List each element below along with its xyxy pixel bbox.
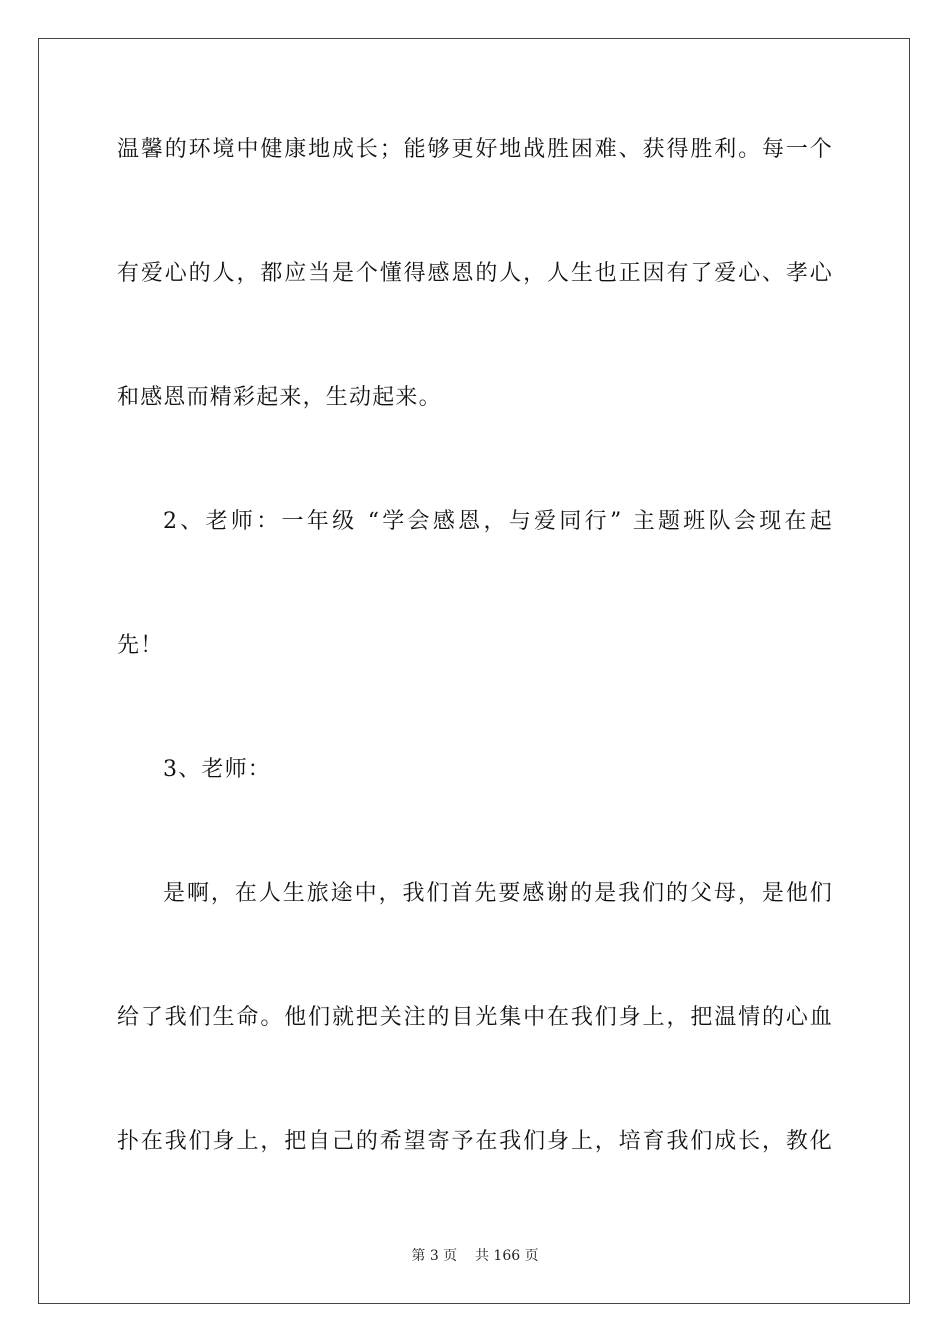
page-footer: 第 3 页 共 166 页 [411, 1248, 539, 1264]
text-line-4: 2、老师：一年级 “学会感恩，与爱同行” 主题班队会现在起 [163, 509, 833, 534]
text-line-3: 和感恩而精彩起来，生动起来。 [117, 385, 442, 410]
text-line-2: 有爱心的人，都应当是个懂得感恩的人，人生也正因有了爱心、孝心 [117, 261, 833, 286]
text-line-7: 是啊，在人生旅途中，我们首先要感谢的是我们的父母，是他们 [163, 881, 833, 906]
text-line-6: 3、老师： [163, 757, 271, 782]
text-line-5: 先！ [117, 633, 164, 658]
page-frame [38, 38, 910, 1304]
text-line-1: 温馨的环境中健康地成长；能够更好地战胜困难、获得胜利。每一个 [117, 137, 833, 162]
text-line-9: 扑在我们身上，把自己的希望寄予在我们身上，培育我们成长，教化 [117, 1129, 833, 1154]
text-line-8: 给了我们生命。他们就把关注的目光集中在我们身上，把温情的心血 [117, 1005, 833, 1030]
